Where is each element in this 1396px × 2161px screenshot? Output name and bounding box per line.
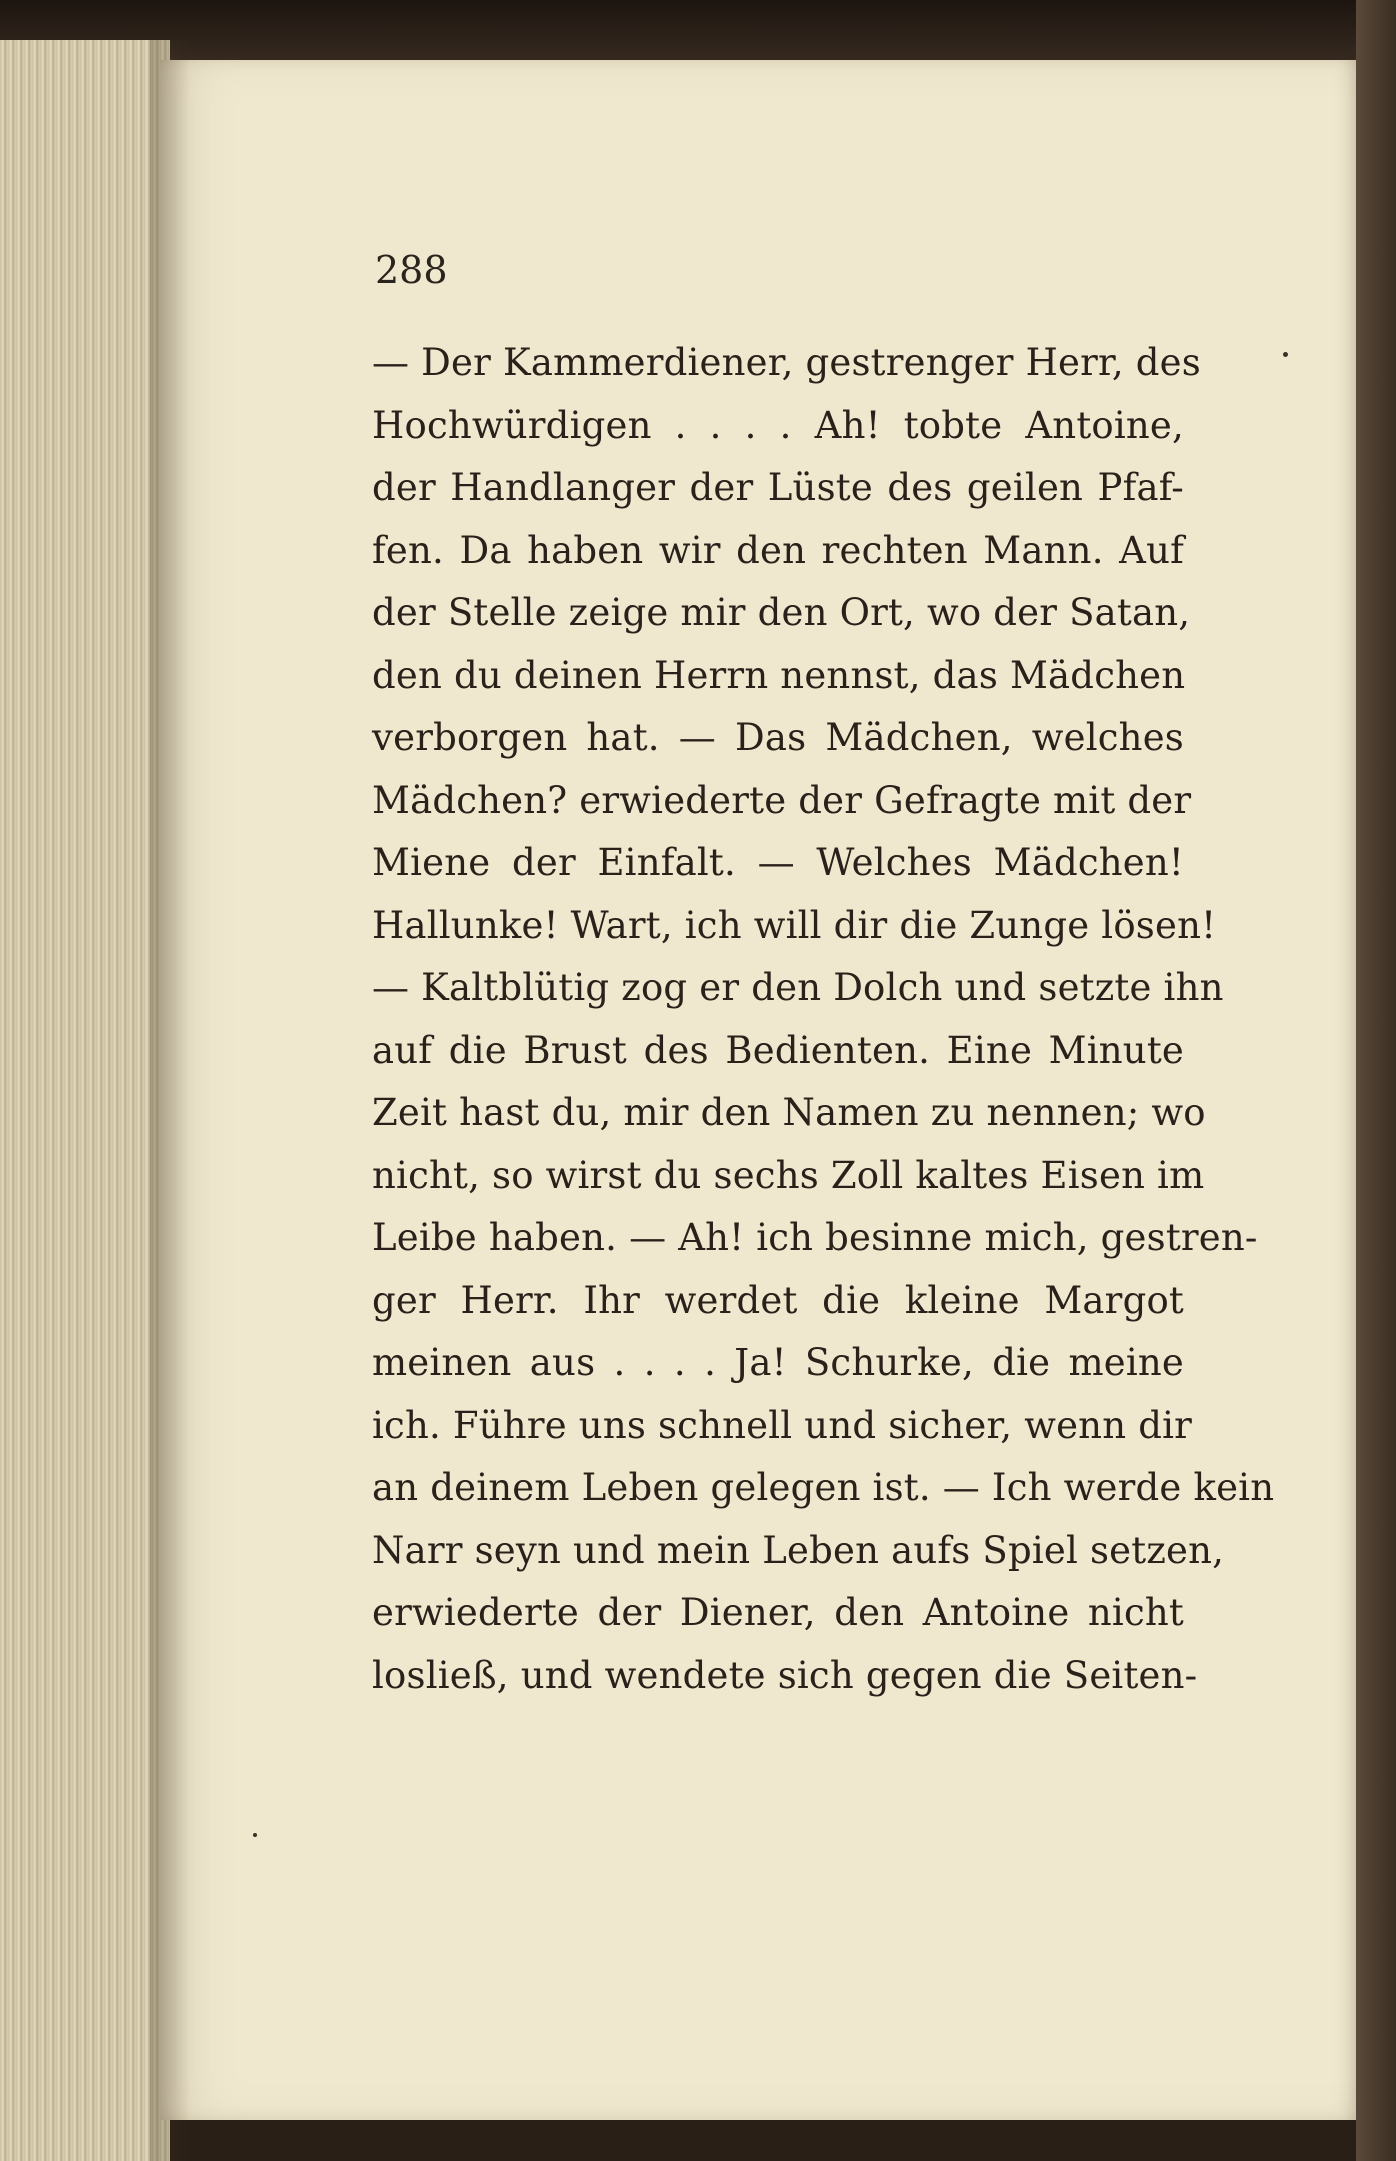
paper-speck <box>1283 352 1288 357</box>
text-line: Hallunke! Wart, ich will dir die Zunge lösen! <box>372 903 1217 947</box>
text-line: nicht, so wirst du sechs Zoll kaltes Eisen im <box>372 1153 1205 1197</box>
text-line: erwiederte der Diener, den Antoine nicht <box>372 1591 1184 1634</box>
text-line: Narr seyn und mein Leben aufs Spiel setzen, <box>372 1528 1225 1572</box>
text-line: Hochwürdigen . . . . Ah! tobte Antoine, <box>372 403 1184 447</box>
body-text <box>372 332 1275 1707</box>
book-binding-right <box>1356 0 1396 2161</box>
page-edges <box>0 40 170 2161</box>
page-number: 288 <box>375 248 448 292</box>
text-line: der Stelle zeige mir den Ort, wo der Satan, <box>372 591 1191 634</box>
text-line: — Der Kammerdiener, gestrenger Herr, des <box>372 341 1201 384</box>
text-line: ger Herr. Ihr werdet die kleine Margot <box>372 1278 1184 1322</box>
text-line: Leibe haben. — Ah! ich besinne mich, gestren- <box>372 1216 1258 1259</box>
text-line: auf die Brust des Bedienten. Eine Minute <box>372 1028 1184 1072</box>
text-line: der Handlanger der Lüste des geilen Pfaf- <box>372 466 1184 509</box>
text-line: verborgen hat. — Das Mädchen, welches <box>372 716 1184 759</box>
text-line: losließ, und wendete sich gegen die Seiten- <box>372 1653 1198 1697</box>
text-line: Mädchen? erwiederte der Gefragte mit der <box>372 778 1192 822</box>
text-line: Miene der Einfalt. — Welches Mädchen! <box>372 841 1184 884</box>
text-line: ich. Führe uns schnell und sicher, wenn dir <box>372 1403 1192 1447</box>
text-line: — Kaltblütig zog er den Dolch und setzte ihn <box>372 966 1224 1009</box>
text-line: den du deinen Herrn nennst, das Mädchen <box>372 653 1186 697</box>
text-line: an deinem Leben gelegen ist. — Ich werde kein <box>372 1466 1275 1509</box>
text-line: Zeit hast du, mir den Namen zu nennen; wo <box>372 1091 1206 1134</box>
text-line: meinen aus . . . . Ja! Schurke, die meine <box>372 1341 1184 1384</box>
paper-speck <box>253 1833 257 1837</box>
spine-shadow <box>150 40 190 2161</box>
text-line: fen. Da haben wir den rechten Mann. Auf <box>372 528 1184 572</box>
